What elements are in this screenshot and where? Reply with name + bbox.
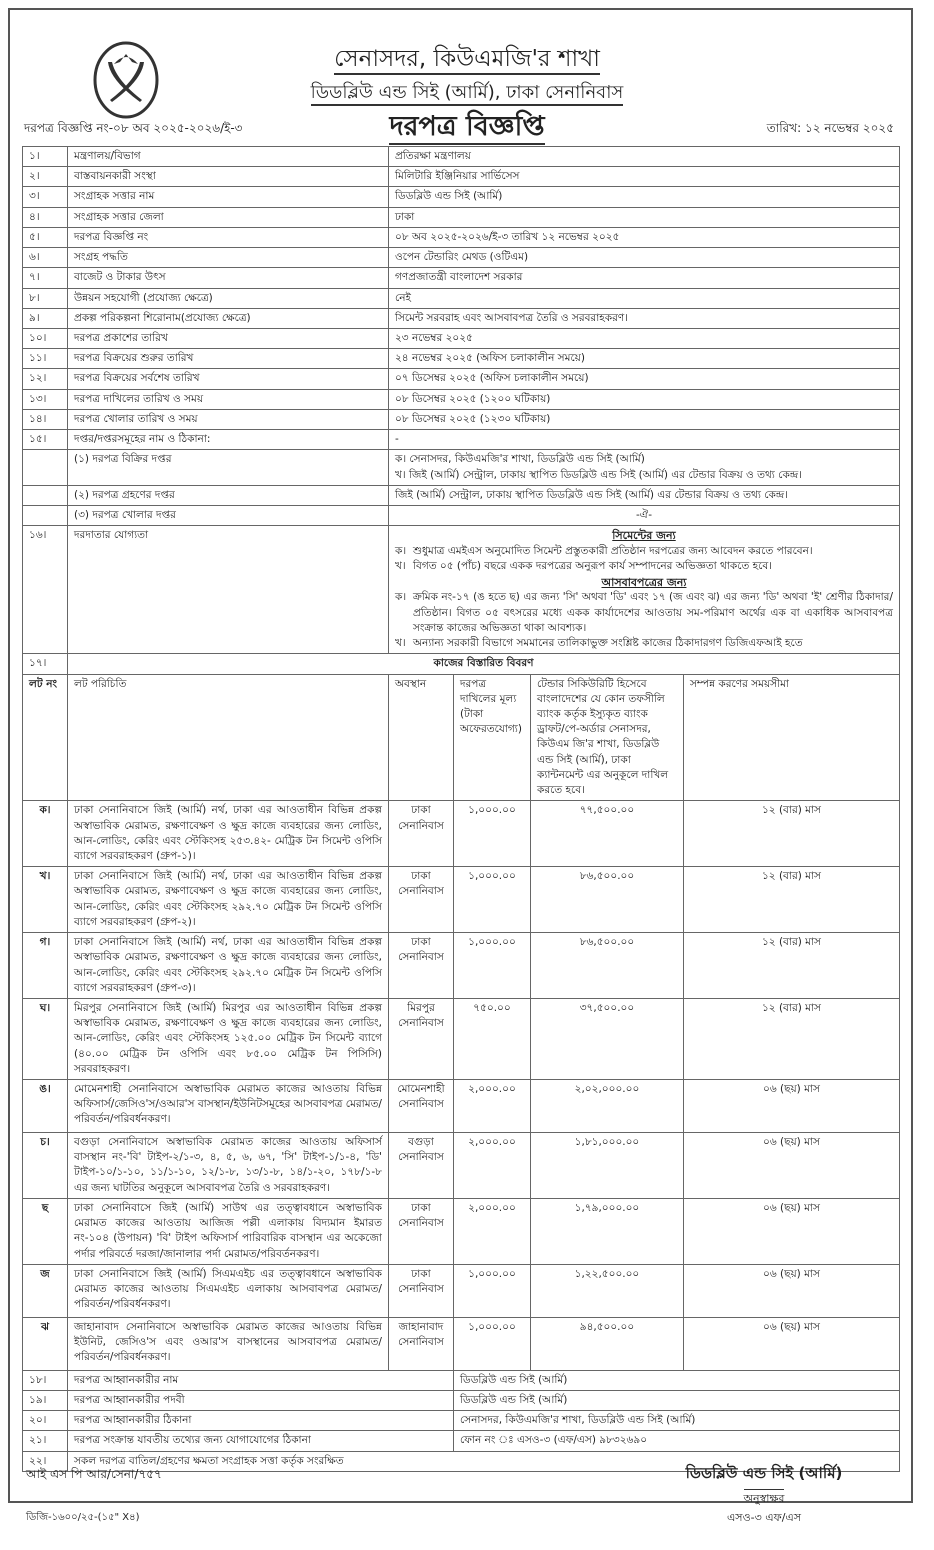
row-value: ডিডব্লিউ এন্ড সিই (আর্মি) — [388, 187, 899, 207]
duration-header: সম্পন্ন করণের সময়সীমা — [683, 674, 899, 801]
row-label: সংগ্রাহক সত্তার জেলা — [68, 207, 389, 227]
lot-location: ঢাকা সেনানিবাস — [388, 867, 453, 933]
row-value: ০৮ ডিসেম্বর ২০২৫ (১২৩০ ঘটিকায়) — [388, 409, 899, 429]
row-value: ফোন নং ঃ এসও-৩ (এফ/এস) ৯৮৩২৬৯০ — [453, 1431, 899, 1451]
row-label: বাস্তবায়নকারী সংস্থা — [68, 167, 389, 187]
lot-duration: ১২ (বার) মাস — [683, 998, 899, 1079]
criterion-key: ক। — [394, 591, 407, 604]
lot-price: ২,০০০.০০ — [453, 1133, 530, 1199]
lot-security: ১,২২,৫০০.০০ — [530, 1264, 683, 1317]
info-row — [23, 207, 900, 227]
office-row — [23, 450, 900, 485]
furniture-heading: আসবাবপত্রের জন্য — [601, 575, 687, 589]
lot-row — [23, 1080, 900, 1133]
ispr-code: আই এস পি আর/সেনা/৭৫৭ — [26, 1467, 162, 1481]
lot-row — [23, 1317, 900, 1370]
lot-price: ১,০০০.০০ — [453, 1317, 530, 1370]
row-number: ১৩। — [23, 389, 68, 409]
lot-description: ঢাকা সেনানিবাসে জিই (আর্মি) সাউথ এর তত্ত্বাবধানে অস্বাভাবিক মেরামত কাজের আওতায় আজিজ পল্লী এলাকায় বিদ্যমান ইমারত নং-১০৪ (উপায়ন) 'বি' টাইপ অফিসার্স পারিবারিক বাসস্থান এর অকেজো পর্দার পরিবর্তে দরজা/জানালার পর্দা মেরামত/পরিবর্তনকরণ। — [68, 1198, 389, 1264]
lot-description: ঢাকা সেনানিবাসে জিই (আর্মি) সিএমএইচ এর তত্ত্বাবধানে অস্বাভাবিক মেরামত কাজের আওতায় সিএমএইচ এলাকায় আসবাবপত্র মেরামত/পরিবর্তন/পরিবর্ধনকরণ। — [68, 1264, 389, 1317]
row-value: ডিডব্লিউ এন্ড সিই (আর্মি) — [453, 1391, 899, 1411]
cement-criterion — [395, 559, 893, 574]
row-number: ২০। — [23, 1411, 68, 1431]
eligibility-value — [388, 526, 899, 654]
row-label: দরপত্র বিক্রয়ের শুরুর তারিখ — [68, 349, 389, 369]
row-label: দরপত্র খোলার তারিখ ও সময় — [68, 409, 389, 429]
lot-security: ৭৭,৫০০.০০ — [530, 801, 683, 867]
work-details-title-row — [23, 654, 900, 674]
row-number: ৯। — [23, 308, 68, 328]
office-value — [388, 505, 899, 525]
office-line: ক। সেনাসদর, কিউএমজি'র শাখা, ডিডব্লিউ এন্ড সিই (আর্মি) — [394, 453, 645, 466]
lot-id: খ। — [23, 867, 68, 933]
row-value: ডিডব্লিউ এন্ড সিই (আর্মি) — [453, 1370, 899, 1390]
notice-date: তারিখ: ১২ নভেম্বর ২০২৫ — [766, 121, 894, 135]
criterion-key: খ। — [394, 637, 406, 650]
page-title: দরপত্র বিজ্ঞপ্তি — [0, 106, 934, 151]
lot-description: মোমেনশাহী সেনানিবাসে অস্বাভাবিক মেরামত কাজের আওতায় বিভিন্ন অফিসার্স/জেসিও'স/ওআর'স বাসস্থান/ইউনিটসমূহের আসবাবপত্র মেরামত/পরিবর্তন/পরিবর্ধনকরণ। — [68, 1080, 389, 1133]
furniture-criterion — [395, 636, 893, 651]
lot-price: ২,০০০.০০ — [453, 1198, 530, 1264]
lot-price: ১,০০০.০০ — [453, 1264, 530, 1317]
lot-desc-header: লট পরিচিতি — [68, 674, 389, 801]
info-row — [23, 167, 900, 187]
row-label: মন্ত্রণালয়/বিভাগ — [68, 147, 389, 167]
row-value: সেনাসদর, কিউএমজি'র শাখা, ডিডব্লিউ এন্ড সিই (আর্মি) — [453, 1411, 899, 1431]
lot-security: ১,৮১,০০০.০০ — [530, 1133, 683, 1199]
lot-price: ৭৫০.০০ — [453, 998, 530, 1079]
row-label: দরপত্র বিজ্ঞপ্তি নং — [68, 227, 389, 247]
office-label: (২) দরপত্র গ্রহণের দপ্তর — [68, 485, 389, 505]
info-row — [23, 430, 900, 450]
row-number: ২। — [23, 167, 68, 187]
row-number: ৬। — [23, 248, 68, 268]
lot-duration: ০৬ (ছয়) মাস — [683, 1317, 899, 1370]
row-number: ১৪। — [23, 409, 68, 429]
criterion-text: ক্রমিক নং-১৭ (ঙ হতে ছ) এর জন্য 'সি' অথবা 'ডি' এবং ১৭ (জ এবং ঝ) এর জন্য 'ডি' অথবা 'ই' শ্রেণীর ঠিকাদার/প্রতিষ্ঠান। বিগত ০৫ বৎসরের মধ্যে একক কার্যাদেশের আওতায় সম-পরিমাণ অর্থের এক বা একাধিক আসবাবপত্র সংক্রান্ত কাজের অভিজ্ঞতা থাকা আবশ্যক। — [412, 591, 893, 634]
office-value — [388, 450, 899, 485]
info-row — [23, 288, 900, 308]
row-label: দপ্তর/দপ্তরসমূহের নাম ও ঠিকানা: — [68, 430, 389, 450]
lot-security: ৮৬,৫০০.০০ — [530, 867, 683, 933]
office-line: -ঐ- — [635, 508, 652, 521]
info-row — [23, 187, 900, 207]
lot-security: ৩৭,৫০০.০০ — [530, 998, 683, 1079]
info-row — [23, 389, 900, 409]
office-label: (১) দরপত্র বিক্রির দপ্তর — [68, 450, 389, 485]
lot-location: মিরপুর সেনানিবাস — [388, 998, 453, 1079]
row-number: ১৬। — [23, 526, 68, 654]
row-label: সংগ্রহ পদ্ধতি — [68, 248, 389, 268]
lot-description: ঢাকা সেনানিবাসে জিই (আর্মি) নর্থ, ঢাকা এর আওতাধীন বিভিন্ন প্রকল্প অস্বাভাবিক মেরামত, রক্ষণাবেক্ষণ ও ক্ষুদ্র কাজে ব্যবহারের জন্য লোডিং, আন-লোডিং, কেরিং এবং স্টেকিংসহ ২৯২.৭০ মেট্রিক টন সিমেন্ট ওপিসি ব্যাগে সরবরাহকরণ (গ্রুপ-২)। — [68, 867, 389, 933]
lot-location: বগুড়া সেনানিবাস — [388, 1133, 453, 1199]
criterion-text: বিগত ০৫ (পাঁচ) বছরে একক দরপত্রের অনুরূপ কার্য সম্পাদনের অভিজ্ঞতা থাকতে হবে। — [412, 560, 772, 573]
dg-code: ডিজি-১৬০০/২৫-(১৫" X৪) — [26, 1512, 140, 1523]
lot-duration: ০৬ (ছয়) মাস — [683, 1080, 899, 1133]
footer-info-row — [23, 1391, 900, 1411]
criterion-key: খ। — [394, 560, 406, 573]
price-header: দরপত্র দাখিলের মূল্য (টাকা অফেরতযোগ্য) — [453, 674, 530, 801]
footer-info-row — [23, 1370, 900, 1390]
info-row — [23, 369, 900, 389]
lot-price: ২,০০০.০০ — [453, 1080, 530, 1133]
lot-id: জ — [23, 1264, 68, 1317]
lot-id: ক। — [23, 801, 68, 867]
row-label: দরপত্র আহ্বানকারীর নাম — [68, 1370, 454, 1390]
row-label: দরপত্র বিক্রয়ের সর্বশেষ তারিখ — [68, 369, 389, 389]
row-label: দরপত্র প্রকাশের তারিখ — [68, 328, 389, 348]
lots-header-row — [23, 674, 900, 801]
lot-id: ঘ। — [23, 998, 68, 1079]
criterion-key: ক। — [394, 545, 407, 558]
info-row — [23, 268, 900, 288]
row-number: ৮। — [23, 288, 68, 308]
eligibility-row — [23, 526, 900, 654]
lot-description: মিরপুর সেনানিবাসে জিই (আর্মি) মিরপুর এর আওতাধীন বিভিন্ন প্রকল্প অস্বাভাবিক মেরামত, রক্ষণাবেক্ষণ ও ক্ষুদ্র কাজে ব্যবহারের জন্য লোডিং, আন-লোডিং, কেরিং এবং স্টেকিংসহ ১২৫.০০ মেট্রিক টন সিমেন্ট ব্যাগে (৪০.০০ মেট্রিক টন ওপিসি এবং ৮৫.০০ মেট্রিক টন পিসিসি) সরবরাহকরণ। — [68, 998, 389, 1079]
signatory-designation: এসও-৩ এফ/এস — [726, 1511, 802, 1524]
office-line: জিই (আর্মি) সেন্ট্রাল, ঢাকায় স্থাপিত ডিডব্লিউ এন্ড সিই (আর্মি) এর টেন্ডার বিক্রয় ও তথ্য কেন্দ্র। — [394, 488, 789, 501]
lot-description: জাহানাবাদ সেনানিবাসে অস্বাভাবিক মেরামত কাজের আওতায় বিভিন্ন ইউনিট, জেসিও'স এবং ওআর'স বাসস্থানের আসবাবপত্র মেরামত/পরিবর্তন/পরিবর্ধনকরণ। — [68, 1317, 389, 1370]
notice-number: দরপত্র বিজ্ঞপ্তি নং-০৮ অব ২০২৫-২০২৬/ই-৩ — [24, 121, 243, 135]
row-label: দরদাতার যোগ্যতা — [68, 526, 389, 654]
lot-id: চ। — [23, 1133, 68, 1199]
lot-security: ১,৭৯,০০০.০০ — [530, 1198, 683, 1264]
row-value: ০৭ ডিসেম্বর ২০২৫ (অফিস চলাকালীন সময়ে) — [388, 369, 899, 389]
lot-location: মোমেনশাহী সেনানিবাস — [388, 1080, 453, 1133]
footer-info-row — [23, 1431, 900, 1451]
row-number — [23, 505, 68, 525]
lot-location: জাহানাবাদ সেনানিবাস — [388, 1317, 453, 1370]
cement-heading: সিমেন্টের জন্য — [612, 529, 676, 543]
row-value: প্রতিরক্ষা মন্ত্রণালয় — [388, 147, 899, 167]
lot-row — [23, 1133, 900, 1199]
lot-id: ঝ — [23, 1317, 68, 1370]
office-row — [23, 505, 900, 525]
location-header: অবস্থান — [388, 674, 453, 801]
row-number: ১৫। — [23, 430, 68, 450]
row-number: ১৮। — [23, 1370, 68, 1390]
office-line: খ। জিই (আর্মি) সেন্ট্রাল, ঢাকায় স্থাপিত ডিডব্লিউ এন্ড সিই (আর্মি) এর টেন্ডার বিক্রয় ও তথ্য কেন্দ্র। — [394, 468, 803, 481]
lot-row — [23, 1264, 900, 1317]
row-label: প্রকল্প পরিকল্পনা শিরোনাম(প্রযোজ্য ক্ষেত্রে) — [68, 308, 389, 328]
row-number — [23, 450, 68, 485]
lot-row — [23, 998, 900, 1079]
furniture-criterion — [395, 590, 893, 636]
lot-security: ৮৬,৫০০.০০ — [530, 933, 683, 999]
lot-security: ৯৪,৫০০.০০ — [530, 1317, 683, 1370]
work-details-title: কাজের বিস্তারিত বিবরণ — [68, 654, 900, 674]
lot-row — [23, 1198, 900, 1264]
info-row — [23, 349, 900, 369]
row-value: মিলিটারি ইঞ্জিনিয়ার সার্ভিসেস — [388, 167, 899, 187]
lot-row — [23, 933, 900, 999]
info-row — [23, 248, 900, 268]
final-row-text: সকল দরপত্র বাতিল/গ্রহণের ক্ষমতা সংগ্রাহক সত্তা কর্তৃক সংরক্ষিত — [68, 1451, 900, 1471]
row-number: ৪। — [23, 207, 68, 227]
row-number: ১১। — [23, 349, 68, 369]
criterion-text: শুধুমাত্র এমইএস অনুমোদিত সিমেন্ট প্রস্তুতকারী প্রতিষ্ঠান দরপত্রের জন্য আবেদন করতে পারবেন। — [412, 545, 813, 558]
row-label: দরপত্র সংক্রান্ত যাবতীয় তথ্যের জন্য যোগাযোগের ঠিকানা — [68, 1431, 454, 1451]
row-label: দরপত্র দাখিলের তারিখ ও সময় — [68, 389, 389, 409]
row-number: ২১। — [23, 1431, 68, 1451]
lot-row — [23, 801, 900, 867]
office-row — [23, 485, 900, 505]
lot-location: ঢাকা সেনানিবাস — [388, 801, 453, 867]
lot-price: ১,০০০.০০ — [453, 867, 530, 933]
lot-id: ঙ। — [23, 1080, 68, 1133]
row-number: ১০। — [23, 328, 68, 348]
lot-price: ১,০০০.০০ — [453, 801, 530, 867]
row-label: সংগ্রাহক সত্তার নাম — [68, 187, 389, 207]
header-line2: ডিডব্লিউ এন্ড সিই (আর্মি), ঢাকা সেনানিবাস — [0, 78, 934, 109]
info-row — [23, 308, 900, 328]
row-value: - — [388, 430, 899, 450]
row-label: বাজেট ও টাকার উৎস — [68, 268, 389, 288]
lot-row — [23, 867, 900, 933]
lot-location: ঢাকা সেনানিবাস — [388, 1198, 453, 1264]
row-label: দরপত্র আহ্বানকারীর ঠিকানা — [68, 1411, 454, 1431]
lot-duration: ০৬ (ছয়) মাস — [683, 1264, 899, 1317]
lot-no-header: লট নং — [23, 674, 68, 801]
row-number: ৩। — [23, 187, 68, 207]
lot-duration: ০৬ (ছয়) মাস — [683, 1198, 899, 1264]
lot-security: ২,০২,০০০.০০ — [530, 1080, 683, 1133]
row-value: ২৪ নভেম্বর ২০২৫ (অফিস চলাকালীন সময়ে) — [388, 349, 899, 369]
row-value: ওপেন টেন্ডারিং মেথড (ওটিএম) — [388, 248, 899, 268]
row-value: গণপ্রজাতন্ত্রী বাংলাদেশ সরকার — [388, 268, 899, 288]
lot-id: গ। — [23, 933, 68, 999]
row-value: সিমেন্ট সরবরাহ এবং আসবাবপত্র তৈরি ও সরবরাহকরণ। — [388, 308, 899, 328]
cement-criterion — [395, 544, 893, 559]
lot-description: ঢাকা সেনানিবাসে জিই (আর্মি) নর্থ, ঢাকা এর আওতাধীন বিভিন্ন প্রকল্প অস্বাভাবিক মেরামত, রক্ষণাবেক্ষণ ও ক্ষুদ্র কাজে ব্যবহারের জন্য লোডিং, আন-লোডিং, কেরিং এবং স্টেকিংসহ ২৫৩.৪২- মেট্রিক টন সিমেন্ট ওপিসি ব্যাগে সরবরাহকরণ (গ্রুপ-১)। — [68, 801, 389, 867]
row-value: নেই — [388, 288, 899, 308]
header-line1: সেনাসদর, কিউএমজি'র শাখা — [0, 40, 934, 79]
row-number: ১৭। — [23, 654, 68, 674]
row-value: ০৮ অব ২০২৫-২০২৬/ই-৩ তারিখ ১২ নভেম্বর ২০২৫ — [388, 227, 899, 247]
lot-id: ছ — [23, 1198, 68, 1264]
signature-block — [664, 1462, 864, 1528]
countersign-label: অনুস্বাক্ষর — [744, 1489, 785, 1509]
office-value — [388, 485, 899, 505]
row-number — [23, 485, 68, 505]
info-row — [23, 147, 900, 167]
info-row — [23, 328, 900, 348]
info-row — [23, 409, 900, 429]
lot-price: ১,০০০.০০ — [453, 933, 530, 999]
tender-table — [22, 146, 900, 1472]
row-number: ২২। — [23, 1451, 68, 1471]
info-row — [23, 227, 900, 247]
lot-location: ঢাকা সেনানিবাস — [388, 1264, 453, 1317]
row-value: ঢাকা — [388, 207, 899, 227]
row-number: ১। — [23, 147, 68, 167]
row-number: ৭। — [23, 268, 68, 288]
lot-duration: ১২ (বার) মাস — [683, 933, 899, 999]
lot-description: ঢাকা সেনানিবাসে জিই (আর্মি) নর্থ, ঢাকা এর আওতাধীন বিভিন্ন প্রকল্প অস্বাভাবিক মেরামত, রক্ষণাবেক্ষণ ও ক্ষুদ্র কাজে ব্যবহারের জন্য লোডিং, আন-লোডিং, কেরিং এবং স্টেকিংসহ ২৯২.৭০ মেট্রিক টন সিমেন্ট ওপিসি ব্যাগে সরবরাহকরণ (গ্রুপ-৩)। — [68, 933, 389, 999]
lot-duration: ১২ (বার) মাস — [683, 867, 899, 933]
criterion-text: অন্যান্য সরকারী বিভাগে সমমানের তালিকাভুক্ত সংশ্লিষ্ট কাজের ঠিকাদারগণ ডিজিএফআই হতে — [412, 637, 803, 650]
footer-info-row — [23, 1411, 900, 1431]
lot-duration: ০৬ (ছয়) মাস — [683, 1133, 899, 1199]
row-value: ২৩ নভেম্বর ২০২৫ — [388, 328, 899, 348]
security-header: টেন্ডার সিকিউরিটি হিসেবে বাংলাদেশের যে কোন তফসীলি ব্যাংক কর্তৃক ইস্যুকৃত ব্যাংক ড্রাফট/পে-অর্ডার সেনাসদর, কিউএম জি'র শাখা, ডিডব্লিউ এন্ড সিই (আর্মি), ঢাকা ক্যান্টনমেন্ট এর অনুকূলে দাখিল করতে হবে। — [530, 674, 683, 801]
signatory-name: ডিডব্লিউ এন্ড সিই (আর্মি) — [685, 1464, 843, 1482]
row-value: ০৮ ডিসেম্বর ২০২৫ (১২০০ ঘটিকায়) — [388, 389, 899, 409]
row-label: দরপত্র আহ্বানকারীর পদবী — [68, 1391, 454, 1411]
row-label: উন্নয়ন সহযোগী (প্রযোজ্য ক্ষেত্রে) — [68, 288, 389, 308]
lot-duration: ১২ (বার) মাস — [683, 801, 899, 867]
office-label: (৩) দরপত্র খোলার দপ্তর — [68, 505, 389, 525]
lot-description: বগুড়া সেনানিবাসে অস্বাভাবিক মেরামত কাজের আওতায় অফিসার্স বাসস্থান নং-'বি' টাইপ-২/১-৩, ৪, ৫, ৬, ৬৭, 'সি' টাইপ-১/১-৪, 'ডি' টাইপ-১০/১-১০, ১১/১-১০, ১২/১-৮, ১৩/১-৮, ১৪/১-২০, ১৭৮/১-৮ এর জন্য ঘাটতির অনুকূলে আসবাবপত্র তৈরি ও সরবরাহকরণ। — [68, 1133, 389, 1199]
row-number: ১২। — [23, 369, 68, 389]
row-number: ১৯। — [23, 1391, 68, 1411]
lot-location: ঢাকা সেনানিবাস — [388, 933, 453, 999]
row-number: ৫। — [23, 227, 68, 247]
